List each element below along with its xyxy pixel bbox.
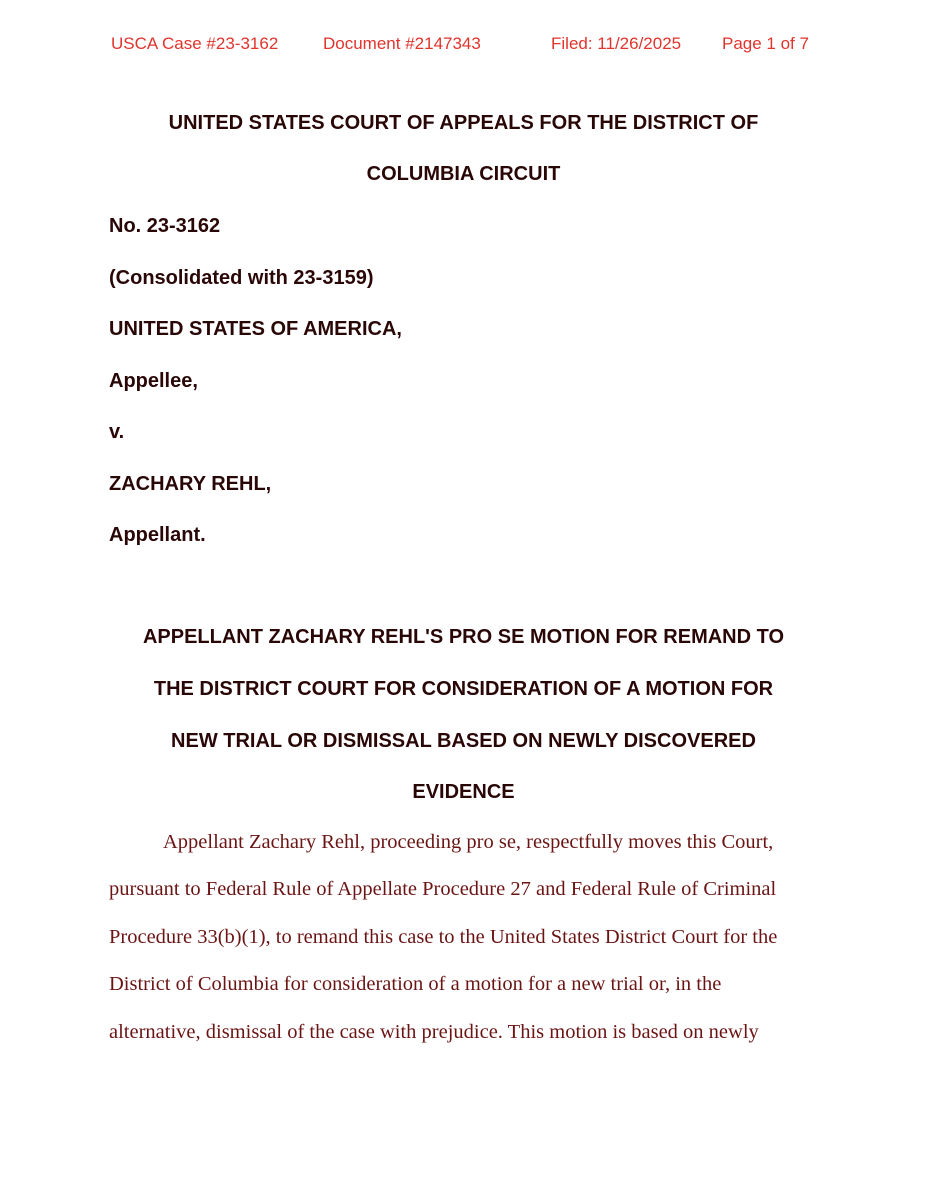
versus: v. bbox=[109, 421, 125, 443]
body-line-3: Procedure 33(b)(1), to remand this case to the United States District Court for the bbox=[109, 926, 778, 948]
body-line-5: alternative, dismissal of the case with prejudice. This motion is based on newly bbox=[109, 1021, 759, 1043]
motion-title-line-1: APPELLANT ZACHARY REHL'S PRO SE MOTION FOR REMAND TO bbox=[142, 626, 785, 648]
defendant-role: Appellant. bbox=[109, 524, 206, 546]
header-document-number: Document #2147343 bbox=[323, 34, 481, 53]
body-line-2: pursuant to Federal Rule of Appellate Procedure 27 and Federal Rule of Criminal bbox=[109, 878, 777, 900]
motion-title-line-3: NEW TRIAL OR DISMISSAL BASED ON NEWLY DISCOVERED bbox=[171, 730, 756, 752]
court-name-line-1: UNITED STATES COURT OF APPEALS FOR THE DISTRICT OF bbox=[168, 112, 759, 134]
header-case-number: USCA Case #23-3162 bbox=[111, 34, 279, 53]
defendant-name: ZACHARY REHL, bbox=[109, 473, 272, 495]
plaintiff-role: Appellee, bbox=[109, 370, 198, 392]
header-page-count: Page 1 of 7 bbox=[722, 34, 809, 53]
motion-title-line-4: EVIDENCE bbox=[412, 781, 515, 803]
motion-title-line-2: THE DISTRICT COURT FOR CONSIDERATION OF A MOTION FOR bbox=[153, 678, 774, 700]
consolidated-case: (Consolidated with 23-3159) bbox=[109, 267, 374, 289]
body-line-4: District of Columbia for consideration of a motion for a new trial or, in the bbox=[109, 973, 722, 995]
filing-header bbox=[0, 34, 927, 60]
header-filed-date: Filed: 11/26/2025 bbox=[551, 34, 682, 53]
court-name-line-2: COLUMBIA CIRCUIT bbox=[366, 163, 561, 185]
plaintiff-name: UNITED STATES OF AMERICA, bbox=[109, 318, 402, 340]
case-number: No. 23-3162 bbox=[109, 215, 221, 237]
body-line-1: Appellant Zachary Rehl, proceeding pro se, respectfully moves this Court, bbox=[163, 831, 774, 853]
